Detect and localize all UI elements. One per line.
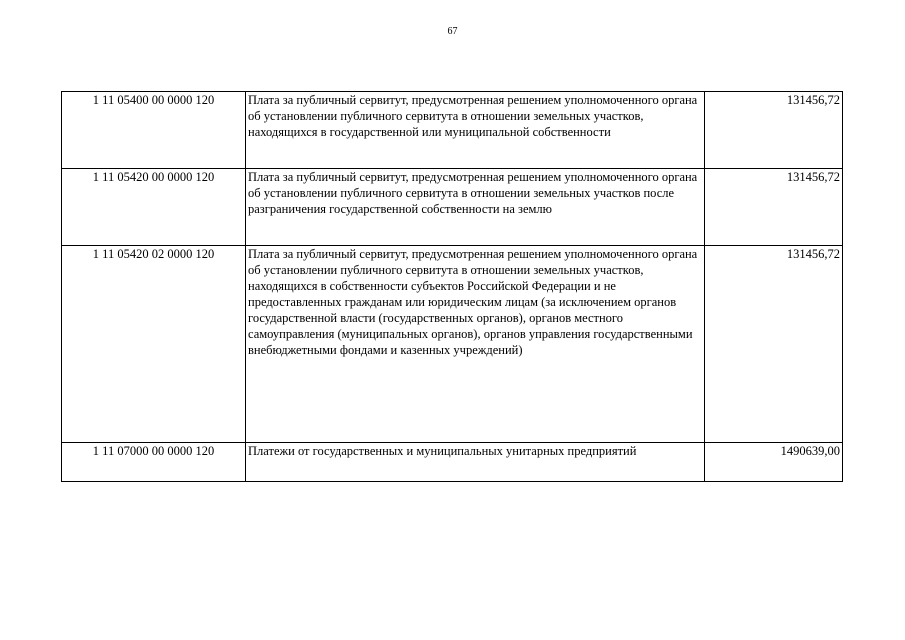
revenue-name: Плата за публичный сервитут, предусмотренная решением уполномоченного органа об установлении публичного сервитута в отношении земельных участков после разграничения государственной собственности на землю: [246, 169, 705, 246]
budget-classification-code: 1 11 07000 00 0000 120: [62, 443, 246, 482]
revenue-amount: 131456,72: [705, 246, 843, 443]
revenue-name: Плата за публичный сервитут, предусмотренная решением уполномоченного органа об установлении публичного сервитута в отношении земельных участков, находящихся в собственности субъектов Российской Федерации и не предоставленных гражданам или юридическим лицам (за исключением органов государственной власти (государственных органов), органов местного самоуправления (муниципальных органов), органов управления государственными внебюджетными фондами и казенных учреждений): [246, 246, 705, 443]
revenue-amount: 131456,72: [705, 169, 843, 246]
table-row: [62, 246, 843, 443]
page-number: 67: [447, 26, 458, 37]
budget-revenue-table: [61, 91, 843, 482]
revenue-amount: 131456,72: [705, 92, 843, 169]
revenue-amount: 1490639,00: [705, 443, 843, 482]
table-row: [62, 92, 843, 169]
table-row: [62, 169, 843, 246]
table-row: [62, 443, 843, 482]
budget-classification-code: 1 11 05400 00 0000 120: [62, 92, 246, 169]
budget-classification-code: 1 11 05420 02 0000 120: [62, 246, 246, 443]
budget-classification-code: 1 11 05420 00 0000 120: [62, 169, 246, 246]
revenue-name: Платежи от государственных и муниципальных унитарных предприятий: [246, 443, 705, 482]
revenue-name: Плата за публичный сервитут, предусмотренная решением уполномоченного органа об установлении публичного сервитута в отношении земельных участков, находящихся в государственной или муниципальной собственности: [246, 92, 705, 169]
